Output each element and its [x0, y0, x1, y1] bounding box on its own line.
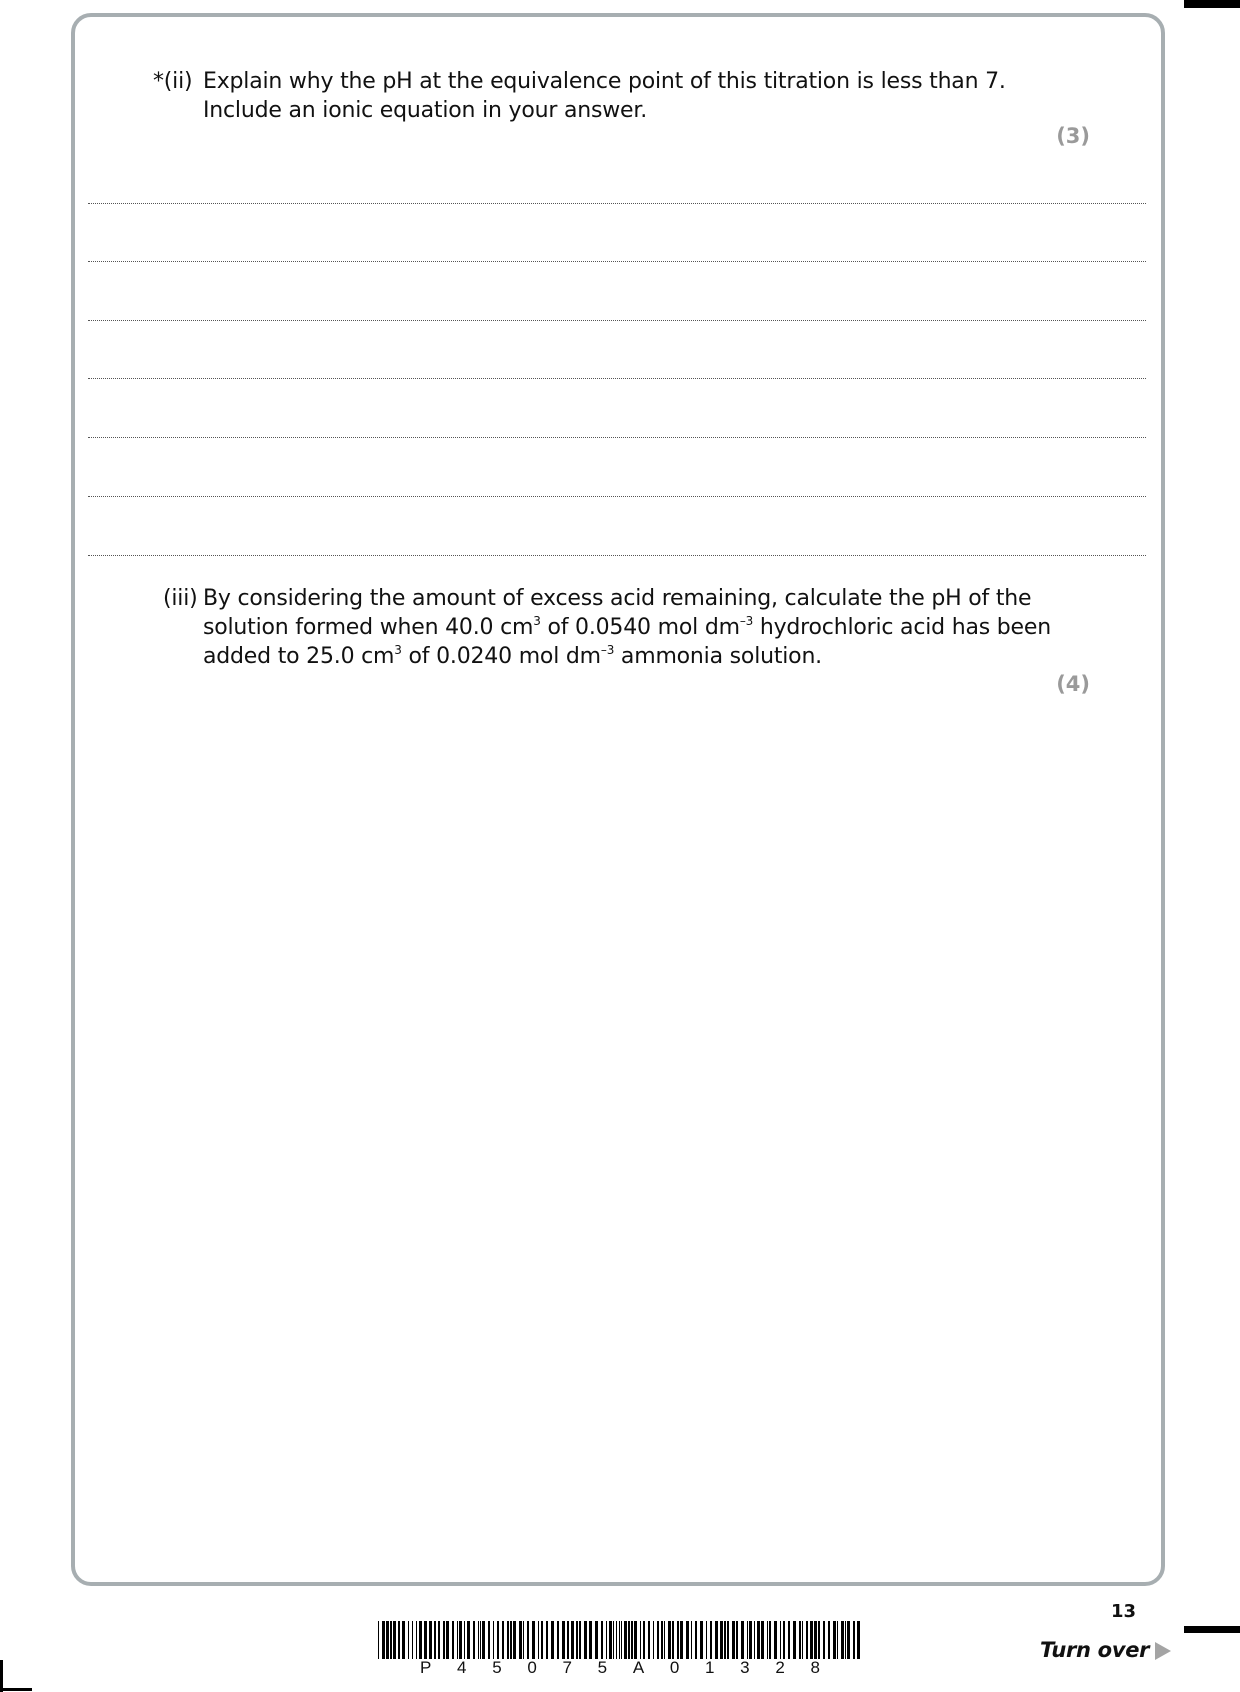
- barcode-bar: [438, 1621, 440, 1659]
- barcode-bar: [799, 1621, 801, 1659]
- barcode-bar: [774, 1621, 777, 1659]
- barcode-bar: [571, 1621, 574, 1659]
- barcode-bar: [488, 1621, 490, 1659]
- registration-mark-bottom-right: [1184, 1626, 1240, 1633]
- barcode: [378, 1621, 860, 1659]
- barcode-bar: [613, 1621, 614, 1659]
- barcode-digit: 2: [775, 1658, 785, 1677]
- barcode-bar: [624, 1621, 627, 1659]
- barcode-bar: [446, 1621, 449, 1659]
- barcode-bar: [677, 1621, 679, 1659]
- barcode-bar: [818, 1621, 820, 1659]
- barcode-bar: [429, 1621, 432, 1659]
- barcode-bar: [853, 1621, 855, 1659]
- barcode-bar: [680, 1621, 683, 1659]
- registration-mark-bottom-left-horizontal: [0, 1688, 32, 1691]
- working-space[interactable]: [88, 705, 1146, 1565]
- barcode-bar: [634, 1621, 637, 1659]
- question-iii-label: (iii): [163, 586, 198, 611]
- barcode-bar: [443, 1621, 445, 1659]
- barcode-bar: [541, 1621, 543, 1659]
- answer-line[interactable]: [88, 437, 1146, 438]
- barcode-bar: [562, 1621, 565, 1659]
- barcode-bar: [619, 1621, 620, 1659]
- barcode-bar: [668, 1621, 671, 1659]
- barcode-bar: [814, 1621, 817, 1659]
- barcode-bar: [434, 1621, 436, 1659]
- question-ii-marks: (3): [1056, 124, 1090, 148]
- barcode-bar: [783, 1621, 785, 1659]
- question-iii-line-2: [203, 613, 1051, 642]
- superscript-minus-3: –3: [739, 614, 754, 628]
- barcode-bar: [653, 1621, 654, 1659]
- barcode-digit: 5: [597, 1658, 608, 1677]
- barcode-bar: [538, 1621, 539, 1659]
- barcode-bar: [579, 1621, 581, 1659]
- barcode-digits: [420, 1658, 820, 1678]
- barcode-bar: [732, 1621, 735, 1659]
- barcode-bar: [584, 1621, 587, 1659]
- barcode-bar: [459, 1621, 462, 1659]
- barcode-bar: [551, 1621, 554, 1659]
- answer-line[interactable]: [88, 203, 1146, 204]
- barcode-bar: [710, 1621, 712, 1659]
- answer-line[interactable]: [88, 378, 1146, 379]
- barcode-bar: [837, 1621, 838, 1659]
- superscript-minus-3: –3: [600, 643, 615, 657]
- answer-line[interactable]: [88, 496, 1146, 497]
- barcode-bar: [424, 1621, 427, 1659]
- barcode-bar: [408, 1621, 409, 1659]
- barcode-bar: [643, 1621, 645, 1659]
- barcode-bar: [493, 1621, 494, 1659]
- barcode-bar: [416, 1621, 417, 1659]
- superscript-3: 3: [533, 614, 541, 628]
- barcode-bar: [706, 1621, 707, 1659]
- barcode-bar: [686, 1621, 689, 1659]
- barcode-bar: [700, 1621, 703, 1659]
- barcode-digit: 7: [562, 1658, 572, 1677]
- barcode-bar: [452, 1621, 454, 1659]
- barcode-bar: [761, 1621, 764, 1659]
- question-ii-line-2: Include an ionic equation in your answer.: [203, 98, 648, 123]
- barcode-bar: [648, 1621, 650, 1659]
- barcode-bar: [769, 1621, 771, 1659]
- barcode-digit: 8: [810, 1658, 820, 1677]
- barcode-bar: [576, 1621, 578, 1659]
- turn-over-arrow-icon: [1155, 1642, 1171, 1660]
- barcode-digit: 0: [527, 1658, 537, 1677]
- barcode-bar: [720, 1621, 723, 1659]
- answer-line[interactable]: [88, 261, 1146, 262]
- barcode-bar: [513, 1621, 516, 1659]
- barcode-bar: [841, 1621, 844, 1659]
- barcode-bar: [412, 1621, 413, 1659]
- barcode-bar: [557, 1621, 559, 1659]
- barcode-digit: P: [420, 1658, 432, 1677]
- barcode-bar: [757, 1621, 760, 1659]
- barcode-digit: 5: [492, 1658, 502, 1677]
- barcode-digit: 1: [705, 1658, 715, 1677]
- barcode-bar: [464, 1621, 465, 1659]
- barcode-bar: [749, 1621, 752, 1659]
- barcode-bar: [609, 1621, 612, 1659]
- barcode-bar: [480, 1621, 481, 1659]
- registration-mark-top-right: [1184, 0, 1240, 8]
- barcode-bar: [788, 1621, 790, 1659]
- barcode-bar: [823, 1621, 825, 1659]
- barcode-bar: [802, 1621, 803, 1659]
- barcode-bar: [595, 1621, 598, 1659]
- barcode-bar: [502, 1621, 504, 1659]
- barcode-bar: [810, 1621, 813, 1659]
- barcode-bar: [519, 1621, 522, 1659]
- barcode-bar: [419, 1621, 422, 1659]
- barcode-bar: [857, 1621, 860, 1659]
- barcode-bar: [567, 1621, 569, 1659]
- question-iii-line-2-text-a: solution formed when 40.0 cm: [203, 615, 534, 640]
- question-iii-line-2-text-b: of 0.0540 mol dm: [540, 615, 740, 640]
- barcode-bar: [640, 1621, 641, 1659]
- answer-line[interactable]: [88, 555, 1146, 556]
- question-iii-line-3-text-a: added to 25.0 cm: [203, 644, 395, 669]
- barcode-digit: 0: [669, 1658, 680, 1677]
- question-iii-line-3-text-b: of 0.0240 mol dm: [401, 644, 601, 669]
- barcode-bar: [393, 1621, 396, 1659]
- barcode-bar: [631, 1621, 633, 1659]
- barcode-bar: [457, 1621, 458, 1659]
- barcode-bar: [747, 1621, 748, 1659]
- barcode-bar: [386, 1621, 389, 1659]
- question-ii-line-1: Explain why the pH at the equivalence point of this titration is less than 7.: [203, 69, 1006, 94]
- question-iii-line-2-text-c: hydrochloric acid has been: [753, 615, 1051, 640]
- barcode-bar: [695, 1621, 697, 1659]
- barcode-bar: [606, 1621, 607, 1659]
- barcode-bar: [482, 1621, 485, 1659]
- barcode-bar: [833, 1621, 836, 1659]
- question-iii-line-1: By considering the amount of excess acid remaining, calculate the pH of the: [203, 586, 1032, 611]
- barcode-bar: [527, 1621, 529, 1659]
- barcode-bar: [378, 1621, 379, 1659]
- barcode-digit: 4: [457, 1658, 467, 1677]
- barcode-bar: [402, 1621, 405, 1659]
- barcode-bar: [390, 1621, 392, 1659]
- barcode-bar: [497, 1621, 499, 1659]
- barcode-bar: [398, 1621, 400, 1659]
- barcode-bar: [601, 1621, 603, 1659]
- question-iii-marks: (4): [1056, 672, 1090, 696]
- barcode-bar: [664, 1621, 665, 1659]
- barcode-bar: [546, 1621, 548, 1659]
- barcode-bar: [657, 1621, 659, 1659]
- question-iii-line-3: [203, 642, 822, 671]
- answer-line[interactable]: [88, 320, 1146, 321]
- turn-over-label: Turn over: [1040, 1638, 1150, 1662]
- barcode-digit: A: [632, 1658, 645, 1677]
- barcode-bar: [754, 1621, 755, 1659]
- barcode-bar: [767, 1621, 768, 1659]
- barcode-bar: [780, 1621, 781, 1659]
- barcode-bar: [672, 1621, 674, 1659]
- barcode-bar: [473, 1621, 475, 1659]
- barcode-bar: [736, 1621, 738, 1659]
- page-number: 13: [1110, 1601, 1136, 1622]
- superscript-3: 3: [394, 643, 402, 657]
- barcode-bar: [507, 1621, 509, 1659]
- barcode-bar: [793, 1621, 796, 1659]
- question-iii-line-3-text-c: ammonia solution.: [614, 644, 822, 669]
- barcode-bar: [847, 1621, 850, 1659]
- barcode-bar: [467, 1621, 470, 1659]
- barcode-bar: [523, 1621, 524, 1659]
- barcode-bar: [589, 1621, 592, 1659]
- barcode-bar: [727, 1621, 729, 1659]
- barcode-digit: 3: [740, 1658, 750, 1677]
- barcode-bar: [715, 1621, 718, 1659]
- barcode-bar: [741, 1621, 744, 1659]
- barcode-bar: [382, 1621, 385, 1659]
- question-ii-label: *(ii): [153, 69, 193, 94]
- barcode-bar: [616, 1621, 617, 1659]
- barcode-bar: [478, 1621, 479, 1659]
- barcode-bar: [628, 1621, 630, 1659]
- barcode-bar: [806, 1621, 808, 1659]
- barcode-bar: [724, 1621, 726, 1659]
- barcode-bar: [845, 1621, 846, 1659]
- barcode-bar: [661, 1621, 663, 1659]
- barcode-bar: [691, 1621, 692, 1659]
- barcode-bar: [621, 1621, 622, 1659]
- barcode-bar: [532, 1621, 535, 1659]
- barcode-bar: [510, 1621, 512, 1659]
- barcode-bar: [828, 1621, 830, 1659]
